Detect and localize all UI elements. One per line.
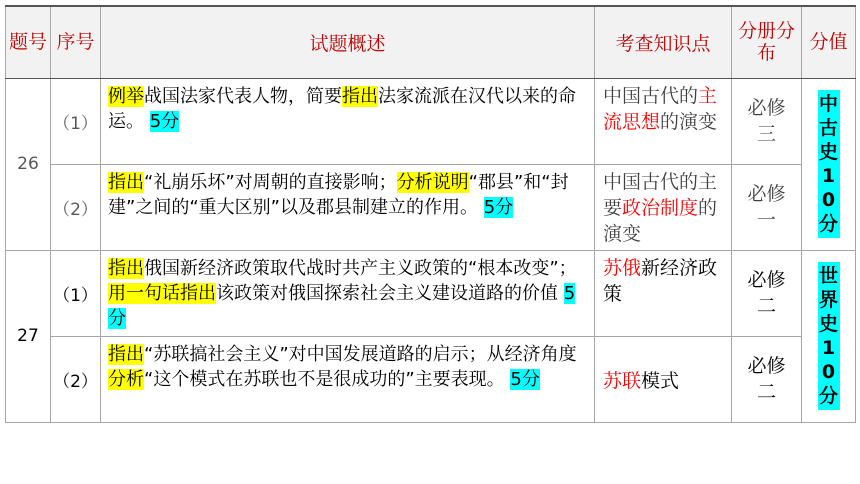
score-tag: 5分 bbox=[483, 196, 514, 218]
knowledge-point bbox=[595, 336, 732, 422]
header-sub-number: 序号 bbox=[51, 6, 101, 78]
desc-segment: 指出 bbox=[108, 343, 144, 365]
score-tag: 5分 bbox=[149, 110, 180, 132]
score-badge: 中古史10分 bbox=[818, 90, 840, 238]
header-knowledge-point: 考查知识点 bbox=[595, 6, 732, 78]
desc-segment: 分析 bbox=[108, 368, 144, 390]
desc-segment: 代表人物 bbox=[216, 85, 288, 107]
question-description bbox=[101, 78, 595, 164]
knowledge-keyword: 主流思想 bbox=[603, 84, 718, 133]
book-volume bbox=[732, 336, 802, 422]
desc-segment: ，简要 bbox=[288, 85, 342, 107]
knowledge-keyword: 政治制度 bbox=[622, 196, 699, 219]
knowledge-segment: 的演变 bbox=[660, 110, 718, 133]
desc-segment: 指出 bbox=[108, 257, 144, 279]
score-cell bbox=[802, 78, 856, 250]
score-badge: 世界史10分 bbox=[818, 262, 840, 410]
table-row bbox=[6, 250, 856, 336]
book-volume bbox=[732, 78, 802, 164]
book-volume bbox=[732, 250, 802, 336]
question-description bbox=[101, 164, 595, 250]
desc-segment: “郡县”和“封建”之间的“重大区别”以及郡县制建立的作用。 bbox=[108, 171, 569, 218]
desc-segment: 俄国新经济政策取代战时共产主义政策的“根本改变”； bbox=[144, 257, 577, 279]
question-number: 26 bbox=[6, 78, 51, 250]
desc-segment: 该政策对俄国探索社会主义建设道路的价值 bbox=[216, 282, 564, 304]
book-volume-text: 必修二 bbox=[747, 269, 786, 317]
question-number: 27 bbox=[6, 250, 51, 422]
sub-number: （1） bbox=[51, 250, 101, 336]
desc-segment: ； bbox=[378, 171, 397, 193]
header-description: 试题概述 bbox=[101, 6, 595, 78]
desc-segment: “苏联搞社会主义”对中国发展道路的启示；从经济角度 bbox=[144, 343, 577, 365]
header-book: 分册分布 bbox=[732, 6, 802, 78]
knowledge-keyword: 苏俄 bbox=[603, 256, 642, 279]
knowledge-segment: 中国古代的主要 bbox=[603, 170, 718, 219]
knowledge-segment: 模式 bbox=[641, 370, 680, 392]
header-question-number: 题号 bbox=[6, 6, 51, 78]
knowledge-keyword: 苏联 bbox=[603, 370, 642, 392]
sub-number: （2） bbox=[51, 164, 101, 250]
desc-segment: 指出 bbox=[342, 85, 378, 107]
desc-segment: 战国法家 bbox=[144, 85, 216, 107]
desc-segment: 用一句话指出 bbox=[108, 282, 216, 304]
knowledge-segment: 新经济政策 bbox=[603, 256, 718, 305]
desc-segment: “礼崩乐坏”对周朝的 bbox=[144, 171, 307, 193]
desc-segment: “这个模式在苏联也不是很成功的”主要表现。 bbox=[144, 368, 511, 390]
book-volume-text: 必修三 bbox=[747, 97, 786, 145]
table-row bbox=[6, 336, 856, 422]
desc-segment: 分析说明 bbox=[396, 171, 469, 193]
book-volume-text: 必修二 bbox=[747, 355, 786, 403]
header-score: 分值 bbox=[802, 6, 856, 78]
sub-number: （1） bbox=[51, 78, 101, 164]
desc-segment: 例举 bbox=[108, 85, 144, 107]
sub-number: （2） bbox=[51, 336, 101, 422]
exam-analysis-table bbox=[5, 5, 856, 423]
desc-segment: 法家流派在汉代以来的命运。 bbox=[108, 85, 576, 132]
question-description bbox=[101, 250, 595, 336]
desc-segment: 指出 bbox=[108, 171, 144, 193]
knowledge-point bbox=[595, 250, 732, 336]
table-row bbox=[6, 78, 856, 164]
knowledge-point bbox=[595, 78, 732, 164]
book-volume-text: 必修一 bbox=[747, 183, 786, 231]
score-tag: 5分 bbox=[108, 282, 576, 329]
knowledge-point bbox=[595, 164, 732, 250]
score-tag: 5分 bbox=[510, 368, 540, 390]
knowledge-segment: 的演变 bbox=[603, 196, 718, 245]
book-volume bbox=[732, 164, 802, 250]
question-description bbox=[101, 336, 595, 422]
header-row bbox=[6, 6, 856, 78]
knowledge-segment: 中国古代的 bbox=[603, 84, 699, 107]
table-row bbox=[6, 164, 856, 250]
desc-segment: 直接影响 bbox=[306, 171, 379, 193]
score-cell bbox=[802, 250, 856, 422]
